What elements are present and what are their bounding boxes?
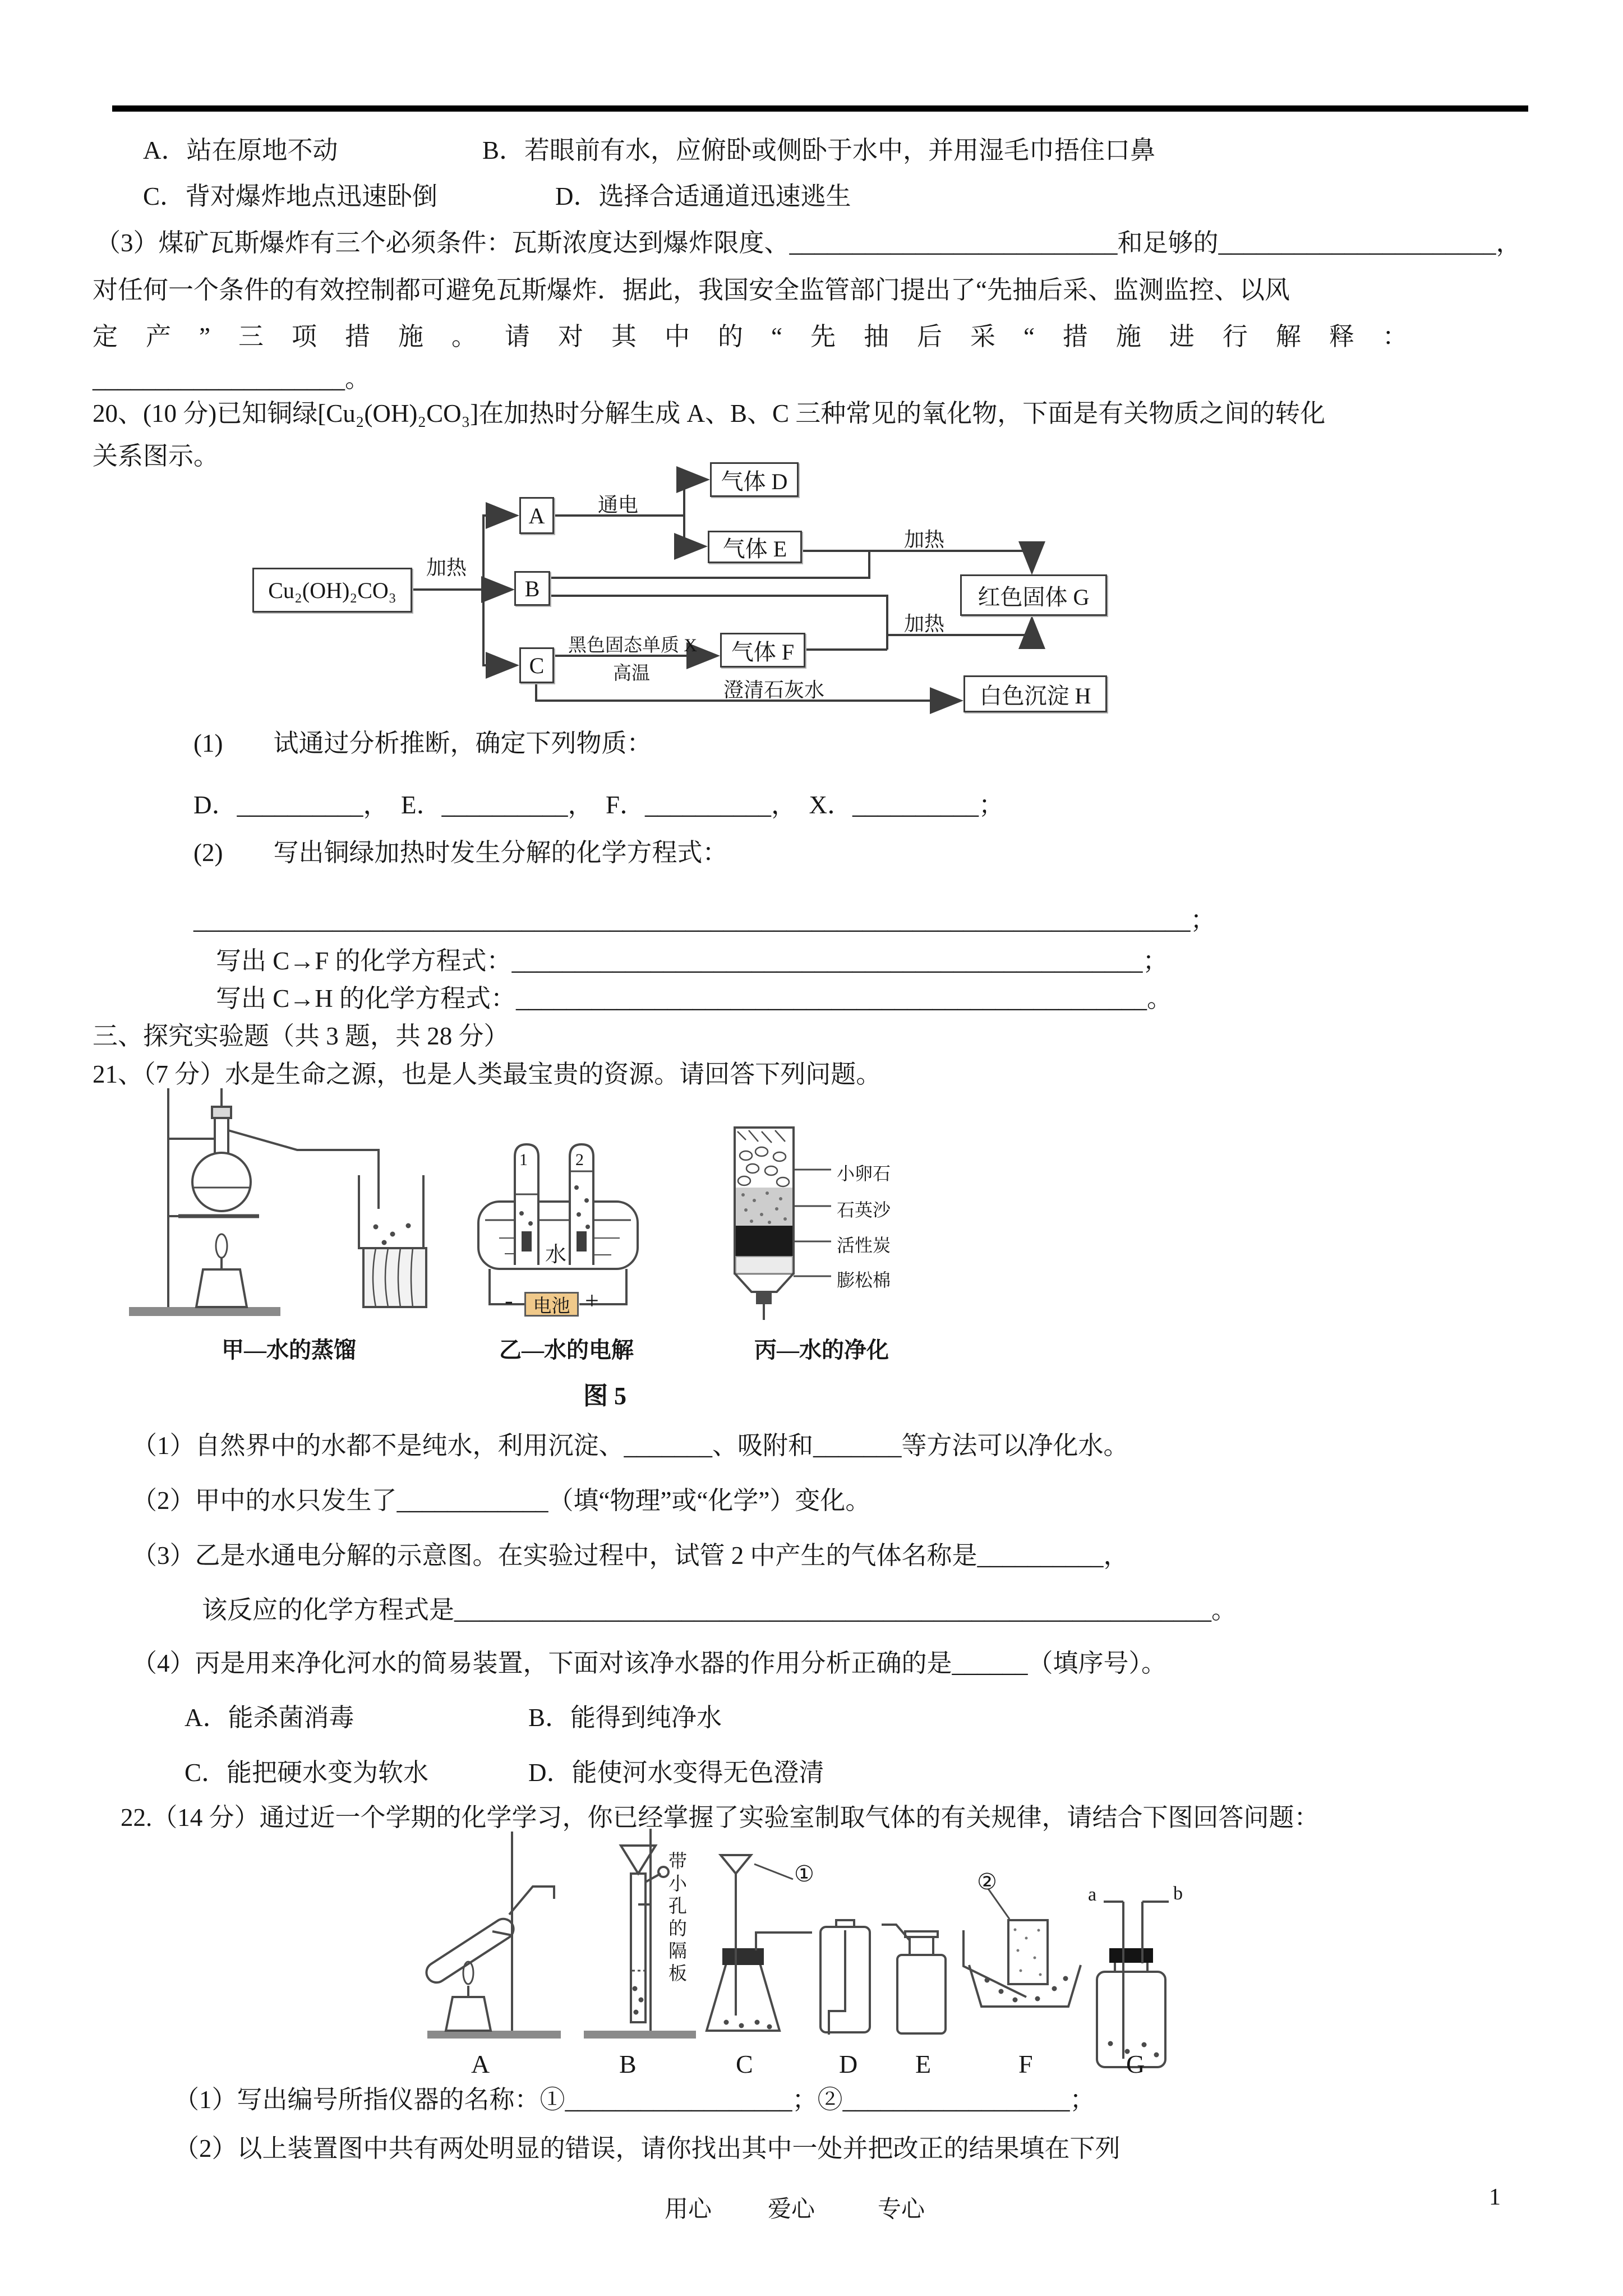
layer-label-quartz-sand: 石英沙 [837, 1200, 891, 1220]
q21-part1: （1）自然界中的水都不是纯水，利用沉淀、_______、吸附和_______等方法可以净化水。 [132, 1432, 1129, 1460]
q21-water-figure [112, 1080, 1009, 1372]
apparatus-label-f: F [1018, 2050, 1033, 2078]
q21-part3-line1: （3）乙是水通电分解的示意图。在实验过程中，试管 2 中产生的气体名称是__________， [132, 1542, 1129, 1570]
flow-label-heat-2: 加热 [903, 528, 945, 551]
apparatus-label-e: E [915, 2050, 932, 2078]
figure5-label: 图 5 [583, 1382, 626, 1410]
q21-option-c: C．能把硬水变为软水 [185, 1759, 429, 1787]
partition-plate-label: 带小孔的隔板 [666, 1851, 686, 1986]
flow-node-white-ppt-h: 白色沉淀 H [963, 675, 1107, 712]
q20-intro-line2: 关系图示。 [93, 442, 219, 470]
q20-part2: (2) 写出铜绿加热时发生分解的化学方程式： [193, 839, 728, 867]
header-rule [112, 105, 1528, 112]
flow-label-lime-water: 澄清石灰水 [723, 679, 825, 701]
circled-1-label: ① [794, 1861, 814, 1887]
q21-part4: （4）丙是用来净化河水的简易装置，下面对该净水器的作用分析正确的是______（填序号）。 [132, 1649, 1167, 1677]
q20-flowchart [252, 461, 1206, 742]
flow-node-source: Cu₂(OH)₂CO₃ [252, 568, 412, 613]
flow-node-gas-f: 气体 F [720, 633, 805, 668]
footer-word-2: 爱心 [768, 2197, 815, 2223]
page-number: 1 [1489, 2184, 1501, 2210]
q22-part2: （2）以上装置图中共有两处明显的错误，请你找出其中一处并把改正的结果填在下列 [174, 2134, 1121, 2162]
flow-label-heat-1: 加热 [426, 556, 467, 579]
q19-option-a: A．站在原地不动 [143, 136, 338, 164]
q21-part3-line2: 该反应的化学方程式是____________________________________________________________。 [202, 1596, 1237, 1624]
electrolysis-water-label: 水 [545, 1243, 567, 1267]
flow-label-electrify: 通电 [597, 494, 639, 516]
q19-part3-answer-blank: ____________________。 [93, 365, 371, 393]
q19-option-b: B．若眼前有水，应俯卧或侧卧于水中，并用湿毛巾捂住口鼻 [482, 136, 1156, 164]
battery-box: 电池 [524, 1292, 579, 1317]
q19-option-d: D．选择合适通道迅速逃生 [555, 182, 851, 210]
caption-electrolysis: 乙—水的电解 [499, 1337, 634, 1363]
flow-node-gas-d: 气体 D [710, 462, 799, 497]
flow-node-red-solid-g: 红色固体 G [960, 574, 1107, 616]
footer-word-3: 专心 [878, 2197, 925, 2223]
apparatus-label-c: C [736, 2050, 753, 2078]
tube-a-label: a [1088, 1884, 1097, 1905]
electrolysis-tube1-label: 1 [519, 1151, 528, 1169]
q20-part1: (1) 试通过分析推断，确定下列物质： [193, 729, 652, 757]
q22-part1: （1）写出编号所指仪器的名称：①__________________；②__________________； [174, 2086, 1095, 2114]
apparatus-art [393, 1820, 1318, 2084]
battery-plus-sign: + [585, 1287, 599, 1314]
flow-label-high-temp: 高温 [613, 664, 650, 684]
q21-option-a: A．能杀菌消毒 [185, 1704, 354, 1732]
apparatus-label-g: G [1126, 2050, 1145, 2078]
circled-2-label: ② [977, 1869, 997, 1894]
layer-label-cotton: 膨松棉 [837, 1270, 891, 1290]
footer-word-1: 用心 [665, 2197, 712, 2223]
q22-intro: 22.（14 分）通过近一个学期的化学学习，你已经掌握了实验室制取气体的有关规律，请结合下图回答问题： [121, 1803, 1320, 1832]
apparatus-label-a: A [471, 2050, 490, 2078]
flow-node-gas-e: 气体 E [708, 531, 802, 563]
q21-intro: 21、（7 分）水是生命之源，也是人类最宝贵的资源。请回答下列问题。 [93, 1060, 882, 1088]
q22-apparatus-figure [393, 1820, 1318, 2084]
q19-part3-line1: （3）煤矿瓦斯爆炸有三个必须条件：瓦斯浓度达到爆炸限度、__________________________和足够的______________________， [95, 229, 1521, 257]
flow-label-heat-3: 加热 [903, 613, 945, 635]
q19-option-c: C．背对爆炸地点迅速卧倒 [143, 182, 438, 210]
q19-part3-line3: 定产”三项措施。请对其中的“先抽后采“措施进行解释： [93, 323, 1436, 351]
water-figure-art [112, 1080, 1009, 1372]
q19-part3-line2: 对任何一个条件的有效控制都可避免瓦斯爆炸．据此，我国安全监管部门提出了“先抽后采、监测监控、以风 [93, 276, 1290, 304]
q20-part2-cf: 写出 C→F 的化学方程式：__________________________________________________； [216, 947, 1168, 975]
q20-part1-blanks: D．__________， E．__________， F．__________， X．__________； [193, 791, 1004, 819]
tube-b-label: b [1173, 1883, 1183, 1904]
q20-part2-ch: 写出 C→H 的化学方程式：__________________________________________________。 [216, 984, 1173, 1013]
caption-purification: 丙—水的净化 [754, 1337, 889, 1363]
layer-label-activated-carbon: 活性炭 [837, 1235, 891, 1255]
flow-node-c: C [519, 647, 554, 683]
q21-part2: （2）甲中的水只发生了____________（填“物理”或“化学”）变化。 [132, 1487, 871, 1515]
section3-heading: 三、探究实验题（共 3 题，共 28 分） [93, 1022, 509, 1050]
caption-distillation: 甲—水的蒸馏 [222, 1337, 356, 1363]
flow-label-black-x: 黑色固态单质 X [568, 636, 698, 656]
q20-part2-blank: _______________________________________________________________________________； [193, 906, 1216, 934]
battery-minus-sign: - [505, 1287, 513, 1314]
q20-intro-line1: 20、(10 分)已知铜绿[Cu₂(OH)₂CO₃]在加热时分解生成 A、B、C 三种常见的氧化物，下面是有关物质之间的转化 [93, 399, 1326, 427]
q21-option-b: B．能得到纯净水 [528, 1704, 722, 1732]
layer-label-pebbles: 小卵石 [837, 1163, 891, 1184]
apparatus-label-b: B [619, 2050, 637, 2078]
electrolysis-tube2-label: 2 [575, 1151, 584, 1169]
q21-option-d: D．能使河水变得无色澄清 [528, 1759, 824, 1787]
flow-node-b: B [514, 571, 550, 606]
flow-node-a: A [519, 497, 554, 534]
apparatus-label-d: D [839, 2050, 858, 2078]
